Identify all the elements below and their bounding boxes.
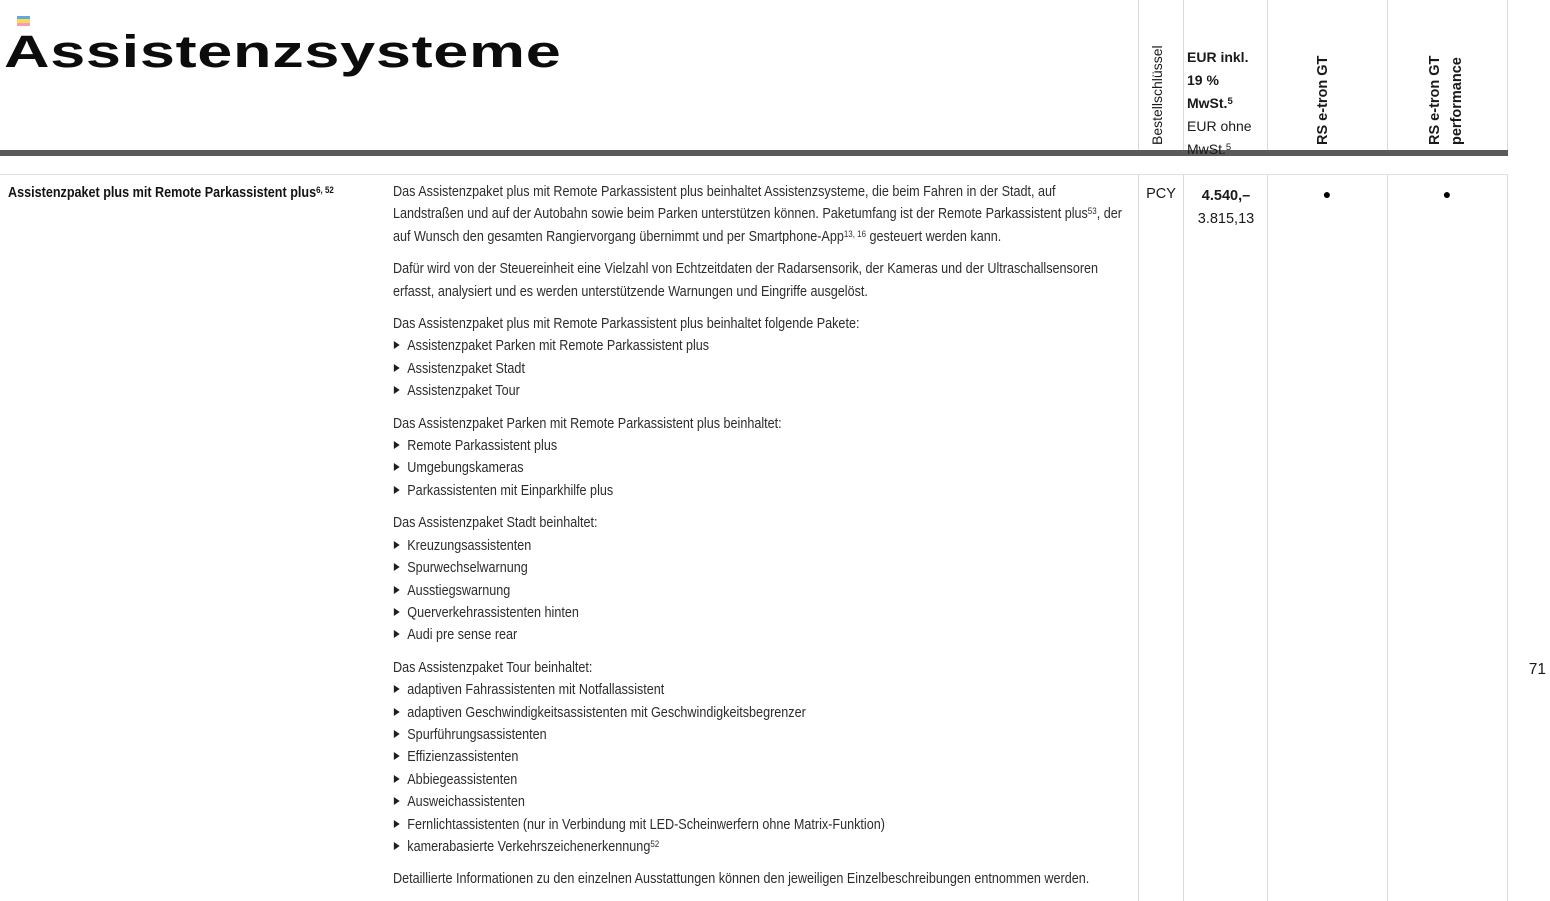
row-divider-line	[0, 174, 1508, 175]
bullet-triangle-icon	[394, 364, 400, 372]
bullet-triangle-icon	[394, 752, 400, 760]
list-item: Querverkehrassistenten hinten	[393, 602, 1130, 624]
bullet-triangle-icon	[394, 820, 400, 828]
footnote-ref: 52	[650, 838, 660, 850]
package-list	[393, 335, 1130, 402]
price-cell	[1190, 185, 1262, 230]
page-title: Assistenzsysteme	[4, 26, 562, 78]
list-item: Umgebungskameras	[393, 457, 1130, 479]
price-header-line: 19 % MwSt.$^5$	[1187, 72, 1233, 111]
column-divider-line	[1387, 0, 1388, 150]
list-intro: Das Assistenzpaket plus mit Remote Parkassistent plus beinhaltet folgende Pakete:	[393, 315, 860, 333]
column-divider-line	[1387, 175, 1388, 901]
bullet-triangle-icon	[394, 563, 400, 571]
description-paragraph: Dafür wird von der Steuereinheit eine Vielzahl von Echtzeitdaten der Radarsensorik, der Kameras und der Ultraschallsensoren erfasst, analysiert und es werden unterstützende Warnungen und Eingriffe ausgelöst.	[393, 260, 1099, 300]
list-intro: Das Assistenzpaket Tour beinhaltet:	[393, 658, 593, 676]
description-closing: Detaillierte Informationen zu den einzelnen Ausstattungen können den jeweiligen Einzelbeschreibungen entnommen werden.	[393, 870, 1090, 888]
package-list	[393, 435, 1130, 502]
bullet-triangle-icon	[394, 486, 400, 494]
package-list	[393, 679, 1130, 858]
list-item: Ausstiegswarnung	[393, 580, 1130, 602]
list-item: Effizienzassistenten	[393, 746, 1130, 768]
page-number: 71	[1528, 661, 1546, 678]
bullet-triangle-icon	[394, 341, 400, 349]
bullet-triangle-icon	[394, 685, 400, 693]
list-item: Audi pre sense rear	[393, 624, 1130, 646]
bullet-triangle-icon	[394, 775, 400, 783]
footnote-ref: 53	[1087, 206, 1097, 218]
list-item: Abbiegeassistenten	[393, 769, 1130, 791]
availability-dot-rs-etron-gt: ●	[1322, 186, 1332, 202]
list-item: kamerabasierte Verkehrszeichenerkennung$^{52}$	[393, 836, 1130, 858]
header-divider-bar	[0, 150, 1508, 156]
list-intro: Das Assistenzpaket Parken mit Remote Parkassistent plus beinhaltet:	[393, 414, 782, 432]
list-item: Remote Parkassistent plus	[393, 435, 1130, 457]
option-description	[393, 181, 1130, 891]
column-divider-line	[1183, 0, 1184, 150]
column-divider-line	[1507, 175, 1508, 901]
footnote-ref: 5	[1227, 96, 1233, 107]
col-header-rs-etron-gt-performance: RS e-tron GT performance	[1427, 55, 1465, 145]
footnote-ref: 13, 16	[843, 228, 867, 240]
price-header-line: EUR ohne	[1187, 118, 1252, 134]
col-header-rs-etron-gt: RS e-tron GT	[1315, 55, 1331, 145]
list-item: Assistenzpaket Tour	[393, 380, 1130, 402]
price-header-line: EUR inkl.	[1187, 49, 1249, 65]
bullet-triangle-icon	[394, 441, 400, 449]
column-divider-line	[1507, 0, 1508, 150]
bullet-triangle-icon	[394, 842, 400, 850]
list-item: Fernlichtassistenten (nur in Verbindung mit LED-Scheinwerfern ohne Matrix-Funktion)	[393, 814, 1130, 836]
bullet-triangle-icon	[394, 386, 400, 394]
list-item: Spurwechselwarnung	[393, 557, 1130, 579]
price-incl-vat: 4.540,–	[1201, 188, 1251, 204]
bullet-triangle-icon	[394, 608, 400, 616]
column-divider-line	[1267, 175, 1268, 901]
availability-dot-rs-etron-gt-performance: ●	[1442, 186, 1452, 202]
footnote-ref: 6, 52	[316, 185, 334, 196]
order-code: PCY	[1146, 186, 1176, 202]
list-item: Parkassistenten mit Einparkhilfe plus	[393, 480, 1130, 502]
col-header-bestellschluessel: Bestellschlüssel	[1149, 45, 1165, 145]
package-list	[393, 535, 1130, 647]
list-item: Assistenzpaket Stadt	[393, 358, 1130, 380]
price-header-line: MwSt.$^5$	[1187, 141, 1232, 157]
col-header-price	[1187, 46, 1267, 161]
bullet-triangle-icon	[394, 586, 400, 594]
column-divider-line	[1138, 175, 1139, 901]
column-divider-line	[1138, 0, 1139, 150]
column-divider-line	[1267, 0, 1268, 150]
column-divider-line	[1183, 175, 1184, 901]
list-intro: Das Assistenzpaket Stadt beinhaltet:	[393, 514, 598, 532]
list-item: Spurführungsassistenten	[393, 724, 1130, 746]
option-name: Assistenzpaket plus mit Remote Parkassistent plus$^{6, 52}$	[8, 184, 334, 201]
price-excl-vat: 3.815,13	[1197, 210, 1255, 227]
description-paragraph: Das Assistenzpaket plus mit Remote Parkassistent plus beinhaltet Assistenzsysteme, die beim Fahren in der Stadt, auf Landstraßen und auf der Autobahn sowie beim Parken unterstützen können. Paketumfang ist der Remote Parkassistent plus$^{53}$, der auf Wunsch den gesamten Rangiervorgang übernimmt und per Smartphone-App$^{13, 16}$ gesteuert werden kann.	[393, 183, 1122, 245]
list-item: adaptiven Geschwindigkeitsassistenten mit Geschwindigkeitsbegrenzer	[393, 702, 1130, 724]
bullet-triangle-icon	[394, 797, 400, 805]
list-item: Kreuzungsassistenten	[393, 535, 1130, 557]
bullet-triangle-icon	[394, 708, 400, 716]
footnote-ref: 5	[1225, 142, 1232, 153]
bullet-triangle-icon	[394, 730, 400, 738]
bullet-triangle-icon	[394, 463, 400, 471]
list-item: adaptiven Fahrassistenten mit Notfallassistent	[393, 679, 1130, 701]
rainbow-cursor-artifact-icon	[17, 16, 30, 26]
list-item: Ausweichassistenten	[393, 791, 1130, 813]
bullet-triangle-icon	[394, 541, 400, 549]
list-item: Assistenzpaket Parken mit Remote Parkassistent plus	[393, 335, 1130, 357]
bullet-triangle-icon	[394, 630, 400, 638]
